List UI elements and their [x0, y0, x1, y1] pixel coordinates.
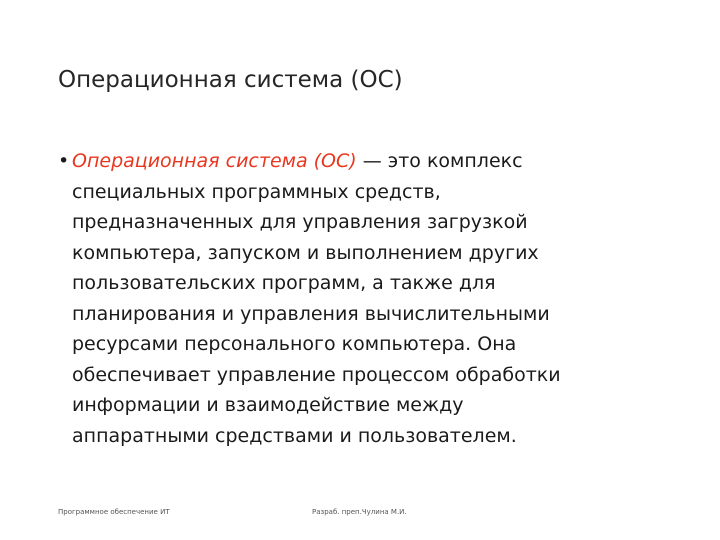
body-line-5: пользовательских программ, а также для [72, 272, 496, 294]
term-highlight: Операционная система (ОС) [72, 150, 357, 172]
slide-body [58, 146, 678, 451]
footer-author: Разраб. преп.Чулина М.И. [312, 508, 407, 516]
body-line-6: планирования и управления вычислительными [72, 302, 550, 325]
bullet-icon: • [58, 150, 70, 172]
body-line-4: компьютера, запуском и выполнением других [72, 241, 539, 264]
definition-start: — это комплекс [356, 150, 523, 172]
slide-title: Операционная система (ОС) [58, 67, 403, 93]
body-line-8: обеспечивает управление процессом обработки [72, 363, 561, 386]
body-line-7: ресурсами персонального компьютера. Она [72, 333, 517, 355]
body-line-3: предназначенных для управления загрузкой [72, 211, 528, 233]
body-line-10: аппаратными средствами и пользователем. [72, 424, 517, 447]
body-line-9: информации и взаимодействие между [72, 394, 464, 416]
body-line-1 [72, 146, 678, 177]
footer-course: Программное обеспечение ИТ [58, 508, 170, 516]
bullet-item [58, 146, 678, 451]
body-line-2: специальных программных средств, [72, 180, 441, 203]
